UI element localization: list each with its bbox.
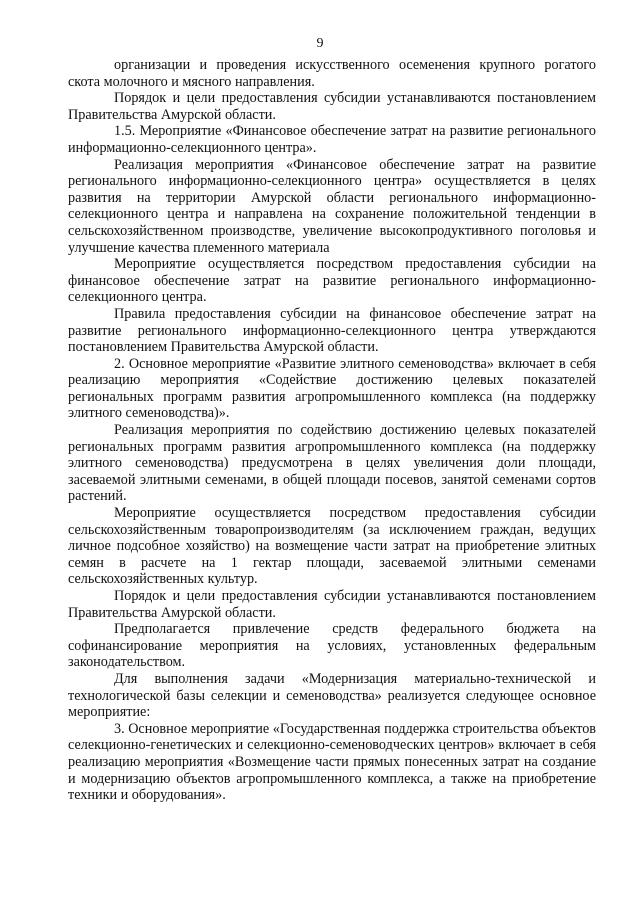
paragraph: Предполагается привлечение средств федерального бюджета на софинансирование мероприятия на условиях, установленных федеральным законодательством.	[68, 621, 596, 671]
paragraph: Мероприятие осуществляется посредством предоставления субсидии на финансовое обеспечение затрат на развитие регионального информационно-селекционного центра.	[68, 256, 596, 306]
paragraph: Для выполнения задачи «Модернизация материально-технической и технологической базы селекции и семеноводства» реализуется следующее основное мероприятие:	[68, 670, 596, 721]
paragraph: Правила предоставления субсидии на финансовое обеспечение затрат на развитие регионального информационно-селекционного центра утверждаются постановлением Правительства Амурской области.	[68, 305, 596, 356]
paragraph: Реализация мероприятия «Финансовое обеспечение затрат на развитие регионального информационно-селекционного центра» осуществляется в целях развития на территории Амурской области регионального информационно-селекционного центра и направлена на сохранение положительной тенденции в сельскохозяйственном производстве, увеличение высокопродуктивного поголовья и улучшение качества племенного материала	[68, 156, 596, 256]
paragraph: Порядок и цели предоставления субсидии устанавливаются постановлением Правительства Амурской области.	[68, 90, 596, 123]
paragraph: 2. Основное мероприятие «Развитие элитного семеноводства» включает в себя реализацию мероприятия «Содействие достижению целевых показателей региональных программ развития агропромышленного комплекса (на поддержку элитного семеноводства)».	[68, 355, 596, 422]
paragraph: Мероприятие осуществляется посредством предоставления субсидии сельскохозяйственным товаропроизводителям (за исключением граждан, ведущих личное подсобное хозяйство) на возмещение части затрат на приобретение элитных семян в расчете на 1 гектар площади, засеваемой элитными семенами сельскохозяйственных культур.	[68, 505, 596, 588]
paragraph: организации и проведения искусственного осеменения крупного рогатого скота молочного и мясного направления.	[68, 57, 596, 90]
paragraph: Порядок и цели предоставления субсидии устанавливаются постановлением Правительства Амурской области.	[68, 588, 596, 621]
document-body	[68, 57, 596, 804]
paragraph: 1.5. Мероприятие «Финансовое обеспечение затрат на развитие регионального информационно-селекционного центра».	[68, 123, 596, 156]
page-number: 9	[316, 36, 324, 51]
paragraph: Реализация мероприятия по содействию достижению целевых показателей региональных программ развития агропромышленного комплекса (на поддержку элитного семеноводства) предусмотрена в целях увеличения доли площади, засеваемой элитными семенами, в общей площади посевов, занятой семенами сортов растений.	[68, 422, 596, 505]
paragraph: 3. Основное мероприятие «Государственная поддержка строительства объектов селекционно-генетических и селекционно-семеноводческих центров» включает в себя реализацию мероприятия «Возмещение части прямых понесенных затрат на создание и модернизацию объектов агропромышленного комплекса, а также на приобретение техники и оборудования».	[68, 720, 596, 804]
